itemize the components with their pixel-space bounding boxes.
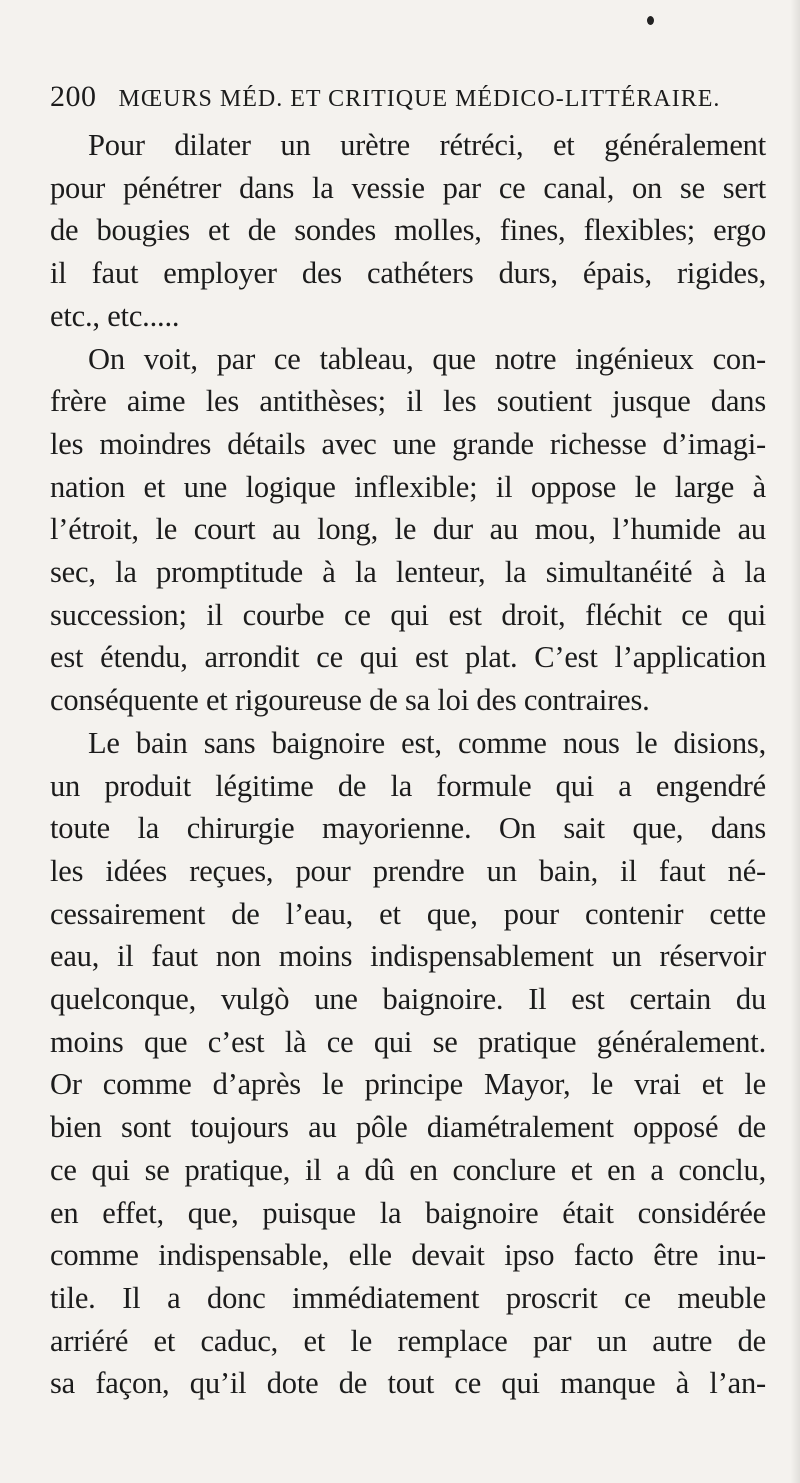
text-line: tile. Il a donc immédiatement proscrit ce meuble bbox=[50, 1280, 766, 1315]
text-line: comme indispensable, elle devait ipso facto être inu- bbox=[50, 1238, 766, 1273]
text-line: Or comme d’après le principe Mayor, le vrai et le bbox=[50, 1067, 766, 1102]
paragraph-3 bbox=[50, 722, 766, 1405]
paragraph-1 bbox=[50, 124, 766, 338]
text-line: toute la chirurgie mayorienne. On sait que, dans bbox=[50, 811, 766, 846]
text-line: quelconque, vulgò une baignoire. Il est certain du bbox=[50, 982, 766, 1017]
text-line: bien sont toujours au pôle diamétralement opposé de bbox=[50, 1110, 766, 1145]
text-line: cessairement de l’eau, et que, pour contenir cette bbox=[50, 896, 766, 931]
text-line: moins que c’est là ce qui se pratique généralement. bbox=[50, 1024, 766, 1059]
page-header bbox=[50, 80, 766, 114]
ink-speck bbox=[647, 16, 654, 25]
text-line: les idées reçues, pour prendre un bain, il faut né- bbox=[50, 853, 766, 888]
text-line: On voit, par ce tableau, que notre ingénieux con- bbox=[88, 341, 766, 376]
page-number: 200 bbox=[50, 80, 97, 113]
text-line: nation et une logique inflexible; il oppose le large à bbox=[50, 469, 766, 504]
text-line: eau, il faut non moins indispensablement un réservoir bbox=[50, 939, 766, 974]
text-line: succession; il courbe ce qui est droit, fléchit ce qui bbox=[50, 597, 766, 632]
page-edge-shadow bbox=[790, 0, 800, 1483]
text-line: frère aime les antithèses; il les soutient jusque dans bbox=[50, 384, 766, 419]
text-line: Le bain sans baignoire est, comme nous le disions, bbox=[88, 725, 766, 760]
text-line: de bougies et de sondes molles, fines, flexibles; ergo bbox=[50, 213, 766, 248]
text-line: conséquente et rigoureuse de sa loi des contraires. bbox=[50, 683, 650, 718]
text-line: sec, la promptitude à la lenteur, la simultanéité à la bbox=[50, 555, 766, 590]
text-line: l’étroit, le court au long, le dur au mou, l’humide au bbox=[50, 512, 766, 547]
text-line: en effet, que, puisque la baignoire était considérée bbox=[50, 1195, 766, 1230]
text-line: Pour dilater un urètre rétréci, et généralement bbox=[88, 128, 766, 162]
body-text bbox=[50, 124, 766, 1405]
text-line: etc., etc..... bbox=[50, 298, 180, 333]
text-line: sa façon, qu’il dote de tout ce qui manque à l’an- bbox=[50, 1366, 766, 1401]
text-line: ce qui se pratique, il a dû en conclure et en a conclu, bbox=[50, 1152, 766, 1187]
text-line: est étendu, arrondit ce qui est plat. C’est l’application bbox=[50, 640, 766, 675]
text-line: il faut employer des cathéters durs, épais, rigides, bbox=[50, 256, 766, 291]
paragraph-2 bbox=[50, 338, 766, 722]
text-line: un produit légitime de la formule qui a engendré bbox=[50, 768, 766, 803]
running-head: MŒURS MÉD. ET CRITIQUE MÉDICO-LITTÉRAIRE. bbox=[118, 86, 721, 112]
text-line: les moindres détails avec une grande richesse d’imagi- bbox=[50, 426, 766, 461]
text-line: pour pénétrer dans la vessie par ce canal, on se sert bbox=[50, 170, 766, 205]
text-line: arriéré et caduc, et le remplace par un autre de bbox=[50, 1323, 766, 1358]
